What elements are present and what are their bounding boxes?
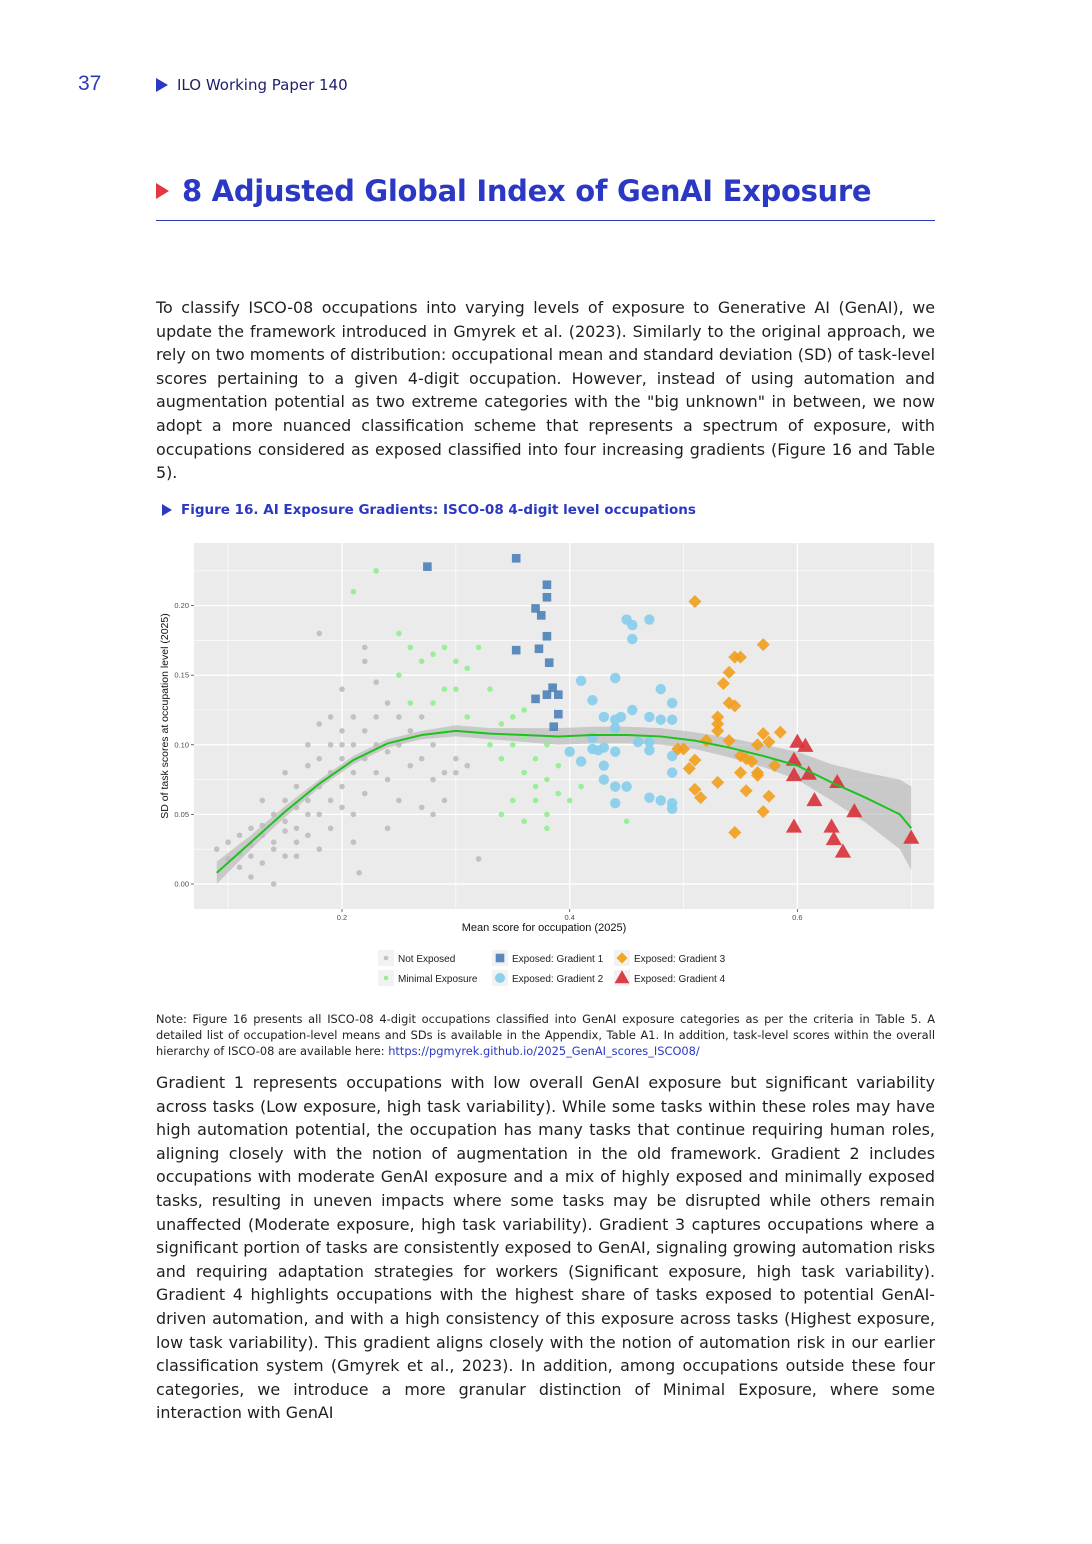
data-point xyxy=(408,645,414,651)
data-point xyxy=(556,791,562,797)
data-point xyxy=(260,798,266,804)
data-point xyxy=(294,784,300,790)
data-point xyxy=(362,658,368,664)
data-point xyxy=(373,714,379,720)
data-point xyxy=(396,742,402,748)
data-point xyxy=(537,611,546,620)
data-point xyxy=(544,812,550,818)
data-point xyxy=(282,828,288,834)
figure-caption-text: Figure 16. AI Exposure Gradients: ISCO-08 4-digit level occupations xyxy=(181,502,696,518)
legend-item xyxy=(492,970,604,986)
x-tick-label: 0.2 xyxy=(336,913,348,922)
data-point xyxy=(442,686,448,692)
legend-key xyxy=(384,976,389,981)
data-point xyxy=(464,763,470,769)
data-point xyxy=(419,756,425,762)
data-point xyxy=(362,728,368,734)
data-point xyxy=(543,593,552,602)
data-point xyxy=(225,839,231,845)
data-point xyxy=(339,742,345,748)
data-point xyxy=(408,763,414,769)
data-point xyxy=(328,798,334,804)
data-point xyxy=(576,676,586,686)
data-point xyxy=(316,846,322,852)
data-point xyxy=(499,756,505,762)
scores-link[interactable]: https://pgmyrek.github.io/2025_GenAI_scores_ISCO08/ xyxy=(388,1044,700,1058)
gradients-paragraph: Gradient 1 represents occupations with low overall GenAI exposure but significant variability across tasks (Low exposure, high task variability). While some tasks within these roles may have high automation potential, the occupation has many tasks that continue requiring human roles, aligning closely with the notion of augmentation in the old framework. Gradient 2 includes occupations with moderate GenAI exposure and a mix of highly exposed and minimally exposed tasks, resulting in uneven impacts where some tasks may be disrupted while others remain unaffected (Moderate exposure, high task variability). Gradient 3 captures occupations where a significant portion of tasks are consistently exposed to GenAI, signaling growing automation risks and requiring adaptation strategies for workers (Significant exposure, high task variability). Gradient 4 highlights occupations with the highest share of tasks exposed to potential GenAI-driven automation, and with a high consistency of this exposure across tasks (Highest exposure, low task variability). This gradient aligns closely with the notion of automation risk in our earlier classification system (Gmyrek et al., 2023). In addition, among occupations outside these four categories, we introduce a more granular distinction of Minimal Exposure, where some interaction with GenAI xyxy=(156,1073,935,1423)
y-tick-label: 0.10 xyxy=(174,740,189,750)
data-point xyxy=(351,770,357,776)
section-title: 8 Adjusted Global Index of GenAI Exposure xyxy=(182,174,872,208)
data-point xyxy=(430,700,436,706)
legend-item xyxy=(614,970,726,986)
legend-label: Not Exposed xyxy=(398,954,456,965)
data-point xyxy=(408,700,414,706)
data-point xyxy=(305,812,311,818)
data-point xyxy=(373,679,379,685)
data-point xyxy=(564,747,574,757)
data-point xyxy=(373,770,379,776)
data-point xyxy=(453,770,459,776)
data-point xyxy=(351,742,357,748)
data-point xyxy=(521,770,527,776)
data-point xyxy=(214,846,220,852)
data-point xyxy=(610,747,620,757)
data-point xyxy=(282,819,288,825)
data-point xyxy=(356,870,362,876)
data-point xyxy=(385,777,391,783)
data-point xyxy=(328,825,334,831)
data-point xyxy=(419,714,425,720)
data-point xyxy=(248,825,254,831)
data-point xyxy=(294,805,300,811)
data-point xyxy=(396,672,402,678)
data-point xyxy=(567,798,573,804)
data-point xyxy=(419,658,425,664)
data-point xyxy=(430,652,436,658)
running-title: ILO Working Paper 140 xyxy=(177,76,348,94)
data-point xyxy=(305,763,311,769)
data-point xyxy=(633,737,643,747)
data-point xyxy=(419,805,425,811)
data-point xyxy=(521,707,527,713)
data-point xyxy=(351,839,357,845)
data-point xyxy=(587,695,597,705)
x-tick-label: 0.6 xyxy=(792,913,803,922)
data-point xyxy=(644,792,654,802)
data-point xyxy=(533,784,539,790)
data-point xyxy=(373,568,379,574)
data-point xyxy=(544,825,550,831)
data-point xyxy=(544,777,550,783)
page-number: 37 xyxy=(78,72,102,95)
triangle-marker-icon xyxy=(156,78,168,92)
data-point xyxy=(616,712,626,722)
data-point xyxy=(543,580,552,589)
data-point xyxy=(282,853,288,859)
data-point xyxy=(599,712,609,722)
data-point xyxy=(554,690,563,699)
y-tick-label: 0.05 xyxy=(174,809,189,819)
data-point xyxy=(453,686,459,692)
data-point xyxy=(339,756,345,762)
y-axis-label: SD of task scores at occupation level (2025) xyxy=(159,613,171,819)
data-point xyxy=(442,798,448,804)
legend-item xyxy=(492,950,604,966)
running-header xyxy=(156,76,348,94)
legend-key xyxy=(384,956,389,961)
data-point xyxy=(271,846,277,852)
data-point xyxy=(464,665,470,671)
x-tick-label: 0.4 xyxy=(564,913,575,922)
data-point xyxy=(667,767,677,777)
data-point xyxy=(316,812,322,818)
data-point xyxy=(621,781,631,791)
data-point xyxy=(627,634,637,644)
data-point xyxy=(294,839,300,845)
intro-paragraph: To classify ISCO-08 occupations into varying levels of exposure to Generative AI (GenAI), we update the framework introduced in Gmyrek et al. (2023). Similarly to the original approach, we rely on two moments of distribution: occupational mean and standard deviation (SD) of task-level scores pertaining to a given 4-digit occupation. However, instead of using automation and augmentation potential as two extreme categories with the "big unknown" in between, we now adopt a more nuanced classification scheme that represents a spectrum of exposure, with occupations considered as exposed classified into four increasing gradients (Figure 16 and Table 5). xyxy=(156,298,935,483)
data-point xyxy=(531,695,540,704)
data-point xyxy=(316,756,322,762)
data-point xyxy=(316,721,322,727)
data-point xyxy=(305,832,311,838)
data-point xyxy=(305,798,311,804)
section-triangle-icon xyxy=(156,183,169,199)
data-point xyxy=(554,710,563,719)
data-point xyxy=(667,698,677,708)
data-point xyxy=(627,620,637,630)
data-point xyxy=(510,742,516,748)
data-point xyxy=(656,715,666,725)
data-point xyxy=(396,714,402,720)
data-point xyxy=(499,812,505,818)
data-point xyxy=(487,686,493,692)
data-point xyxy=(260,823,266,829)
data-point xyxy=(487,742,493,748)
data-point xyxy=(533,756,539,762)
data-point xyxy=(627,705,637,715)
data-point xyxy=(362,791,368,797)
data-point xyxy=(271,881,277,887)
data-point xyxy=(510,714,516,720)
data-point xyxy=(543,632,552,641)
data-point xyxy=(610,798,620,808)
legend-key xyxy=(496,954,505,963)
data-point xyxy=(282,798,288,804)
data-point xyxy=(408,728,414,734)
legend-item xyxy=(378,970,478,986)
data-point xyxy=(237,864,243,870)
data-point xyxy=(512,554,521,563)
legend-label: Exposed: Gradient 1 xyxy=(512,954,604,965)
figure-note xyxy=(156,1011,935,1059)
x-axis-label: Mean score for occupation (2025) xyxy=(461,922,627,934)
legend-item xyxy=(614,950,726,966)
data-point xyxy=(271,812,277,818)
data-point xyxy=(521,819,527,825)
data-point xyxy=(644,745,654,755)
legend-label: Exposed: Gradient 4 xyxy=(634,974,726,985)
data-point xyxy=(294,825,300,831)
data-point xyxy=(533,798,539,804)
data-point xyxy=(667,804,677,814)
data-point xyxy=(578,784,584,790)
data-point xyxy=(510,798,516,804)
data-point xyxy=(385,700,391,706)
legend-label: Exposed: Gradient 3 xyxy=(634,954,726,965)
data-point xyxy=(599,760,609,770)
exposure-scatter-chart xyxy=(156,535,946,995)
data-point xyxy=(385,749,391,755)
data-point xyxy=(593,745,603,755)
data-point xyxy=(476,856,482,862)
data-point xyxy=(373,742,379,748)
data-point xyxy=(351,714,357,720)
data-point xyxy=(610,723,620,733)
legend-label: Exposed: Gradient 2 xyxy=(512,974,604,985)
legend-label: Minimal Exposure xyxy=(398,974,478,985)
data-point xyxy=(430,777,436,783)
data-point xyxy=(556,763,562,769)
data-point xyxy=(656,795,666,805)
data-point xyxy=(423,562,432,571)
data-point xyxy=(316,631,322,637)
data-point xyxy=(339,784,345,790)
data-point xyxy=(610,673,620,683)
data-point xyxy=(396,798,402,804)
legend-item xyxy=(378,950,455,966)
data-point xyxy=(453,756,459,762)
data-point xyxy=(339,805,345,811)
data-point xyxy=(351,589,357,595)
y-tick-label: 0.15 xyxy=(174,670,189,680)
figure-note-text: Note: Figure 16 presents all ISCO-08 4-digit occupations classified into GenAI exposure categories as per the criteria in Table 5. A detailed list of occupation-level means and SDs is available in the Appendix, Table A1. In addition, task-level scores within the overall hierarchy of ISCO-08 are available here: xyxy=(156,1012,935,1058)
data-point xyxy=(464,714,470,720)
data-point xyxy=(339,728,345,734)
data-point xyxy=(535,644,544,653)
data-point xyxy=(430,812,436,818)
data-point xyxy=(305,742,311,748)
data-point xyxy=(328,714,334,720)
data-point xyxy=(599,774,609,784)
data-point xyxy=(442,770,448,776)
data-point xyxy=(248,853,254,859)
caption-triangle-icon xyxy=(162,504,172,516)
data-point xyxy=(362,756,368,762)
data-point xyxy=(351,812,357,818)
figure-caption xyxy=(162,502,696,518)
data-point xyxy=(328,742,334,748)
data-point xyxy=(260,860,266,866)
data-point xyxy=(512,646,521,655)
data-point xyxy=(624,819,630,825)
y-tick-label: 0.00 xyxy=(174,879,189,889)
data-point xyxy=(656,684,666,694)
data-point xyxy=(430,742,436,748)
data-point xyxy=(385,825,391,831)
data-point xyxy=(237,832,243,838)
data-point xyxy=(544,742,550,748)
data-point xyxy=(453,658,459,664)
legend-key xyxy=(495,973,505,983)
data-point xyxy=(644,712,654,722)
data-point xyxy=(667,715,677,725)
data-point xyxy=(644,614,654,624)
data-point xyxy=(396,631,402,637)
data-point xyxy=(549,722,558,731)
data-point xyxy=(362,645,368,651)
data-point xyxy=(543,690,552,699)
legend xyxy=(378,950,726,986)
data-point xyxy=(339,686,345,692)
plot-panel xyxy=(194,543,934,909)
data-point xyxy=(499,721,505,727)
y-tick-label: 0.20 xyxy=(174,601,189,611)
section-heading xyxy=(156,174,935,221)
data-point xyxy=(610,781,620,791)
data-point xyxy=(545,658,554,667)
data-point xyxy=(248,874,254,880)
data-point xyxy=(476,645,482,651)
data-point xyxy=(442,645,448,651)
data-point xyxy=(294,853,300,859)
data-point xyxy=(576,756,586,766)
data-point xyxy=(271,839,277,845)
data-point xyxy=(282,770,288,776)
